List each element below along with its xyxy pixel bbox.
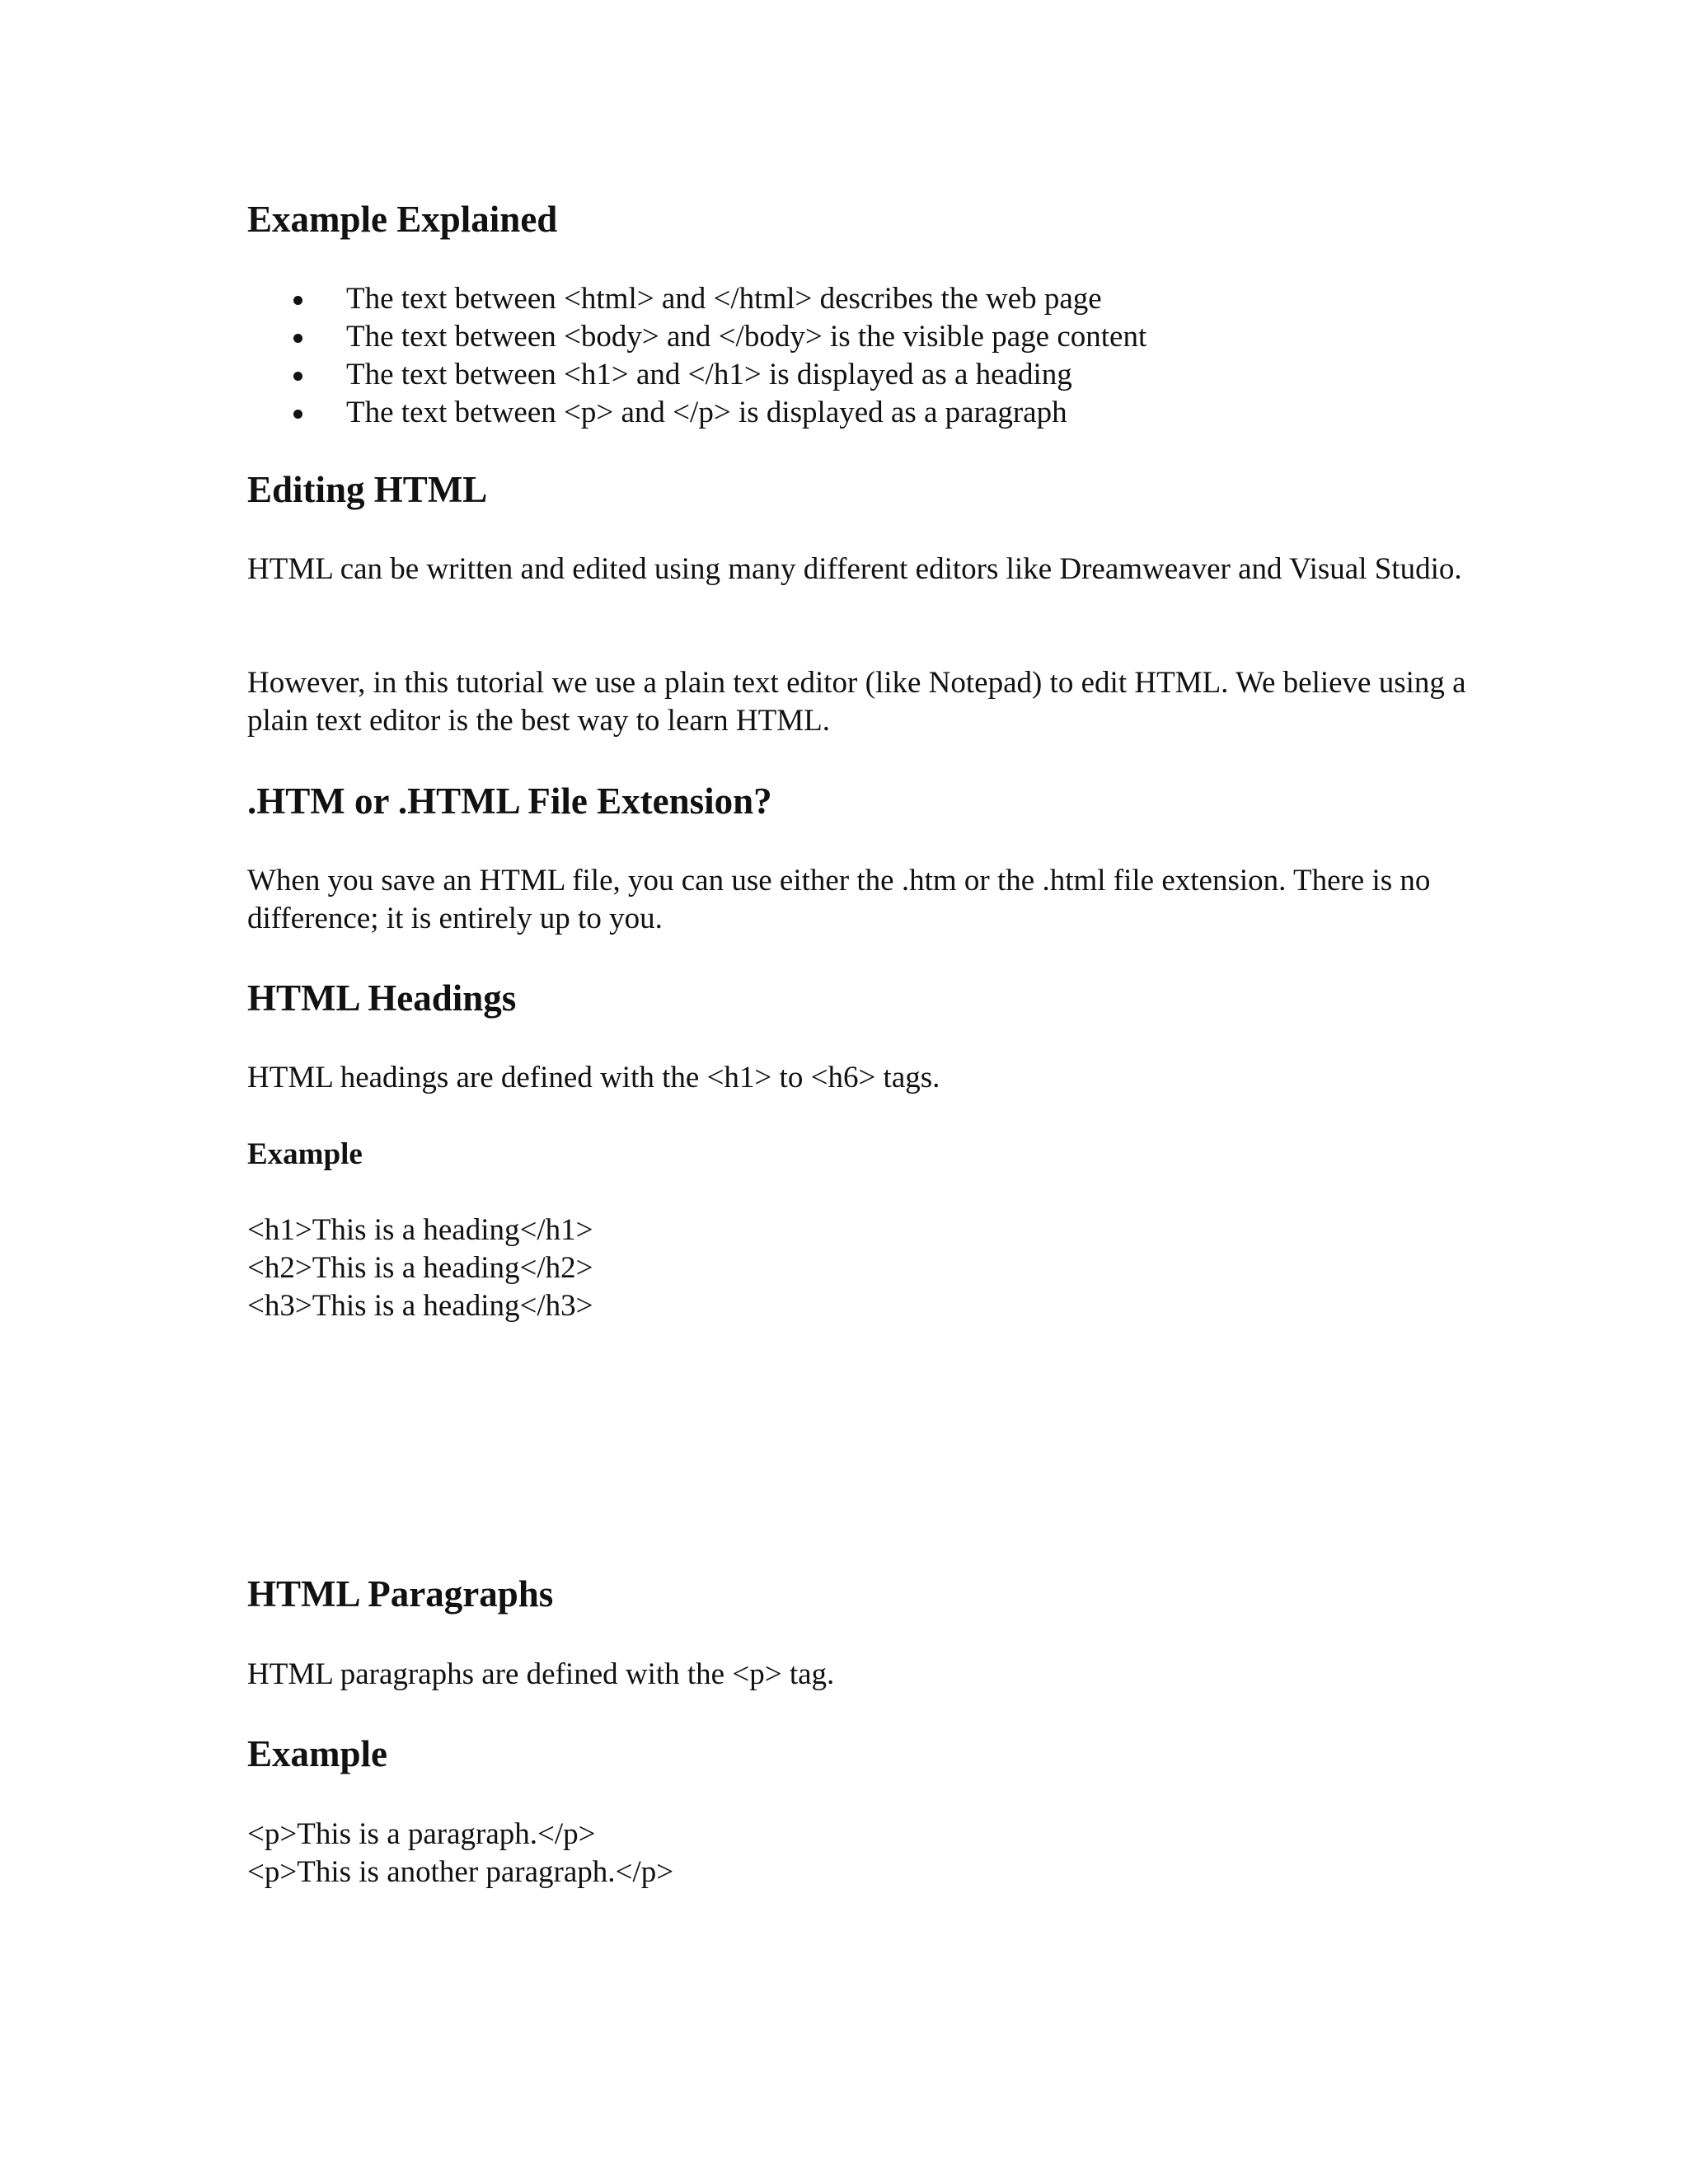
- bullet-icon: [293, 372, 302, 381]
- heading-html-headings: HTML Headings: [247, 977, 517, 1019]
- paragraphs-code-block: [247, 1816, 1467, 1891]
- bullet-icon: [293, 334, 302, 343]
- editing-paragraph-2: However, in this tutorial we use a plain text editor (like Notepad) to edit HTML. We believe using a plain text editor is the best way to learn HTML.: [247, 666, 1466, 738]
- bullet-text: The text between <html> and </html> describes the web page: [346, 282, 1102, 316]
- list-item: [247, 318, 1467, 356]
- bullet-text: The text between <h1> and </h1> is displayed as a heading: [346, 358, 1072, 391]
- headings-paragraph: HTML headings are defined with the <h1> to <h6> tags.: [247, 1061, 940, 1094]
- bullet-text: The text between <p> and </p> is displayed as a paragraph: [346, 396, 1067, 429]
- editing-paragraph-1: HTML can be written and edited using many different editors like Dreamweaver and Visual Studio.: [247, 552, 1462, 586]
- headings-example-label: Example: [247, 1137, 363, 1171]
- file-extension-paragraph-block: [247, 862, 1467, 938]
- list-item: [247, 280, 1467, 318]
- paragraphs-example-label: Example: [247, 1733, 388, 1774]
- editing-paragraph-1-block: [247, 551, 1467, 588]
- bullet-text: The text between <body> and </body> is the visible page content: [346, 320, 1147, 354]
- heading-editing-html: Editing HTML: [247, 469, 488, 510]
- section-html-headings: [247, 975, 1467, 1021]
- editing-paragraph-2-block: [247, 664, 1467, 740]
- list-item: [247, 356, 1467, 394]
- code-line: <h2>This is a heading</h2>: [247, 1251, 593, 1285]
- paragraphs-paragraph-block: [247, 1656, 1467, 1694]
- section-html-paragraphs: [247, 1571, 1467, 1617]
- section-example-explained: [247, 196, 1467, 242]
- paragraphs-paragraph: HTML paragraphs are defined with the <p> tag.: [247, 1657, 835, 1691]
- bullet-icon: [293, 296, 302, 305]
- heading-html-paragraphs: HTML Paragraphs: [247, 1573, 554, 1615]
- section-file-extension: [247, 778, 1467, 824]
- headings-example-label-block: [247, 1136, 1467, 1174]
- headings-code-block: [247, 1212, 1467, 1325]
- bullet-icon: [293, 410, 302, 419]
- code-line: <h1>This is a heading</h1>: [247, 1213, 593, 1247]
- code-line: <p>This is another paragraph.</p>: [247, 1855, 674, 1889]
- file-extension-paragraph: When you save an HTML file, you can use either the .htm or the .html file extension. There is no difference; it is entirely up to you.: [247, 864, 1431, 935]
- headings-paragraph-block: [247, 1059, 1467, 1097]
- paragraphs-example-label-block: [247, 1731, 1467, 1777]
- bullet-list: [247, 280, 1467, 432]
- heading-file-extension: .HTM or .HTML File Extension?: [247, 780, 772, 822]
- code-line: <h3>This is a heading</h3>: [247, 1289, 593, 1323]
- list-item: [247, 394, 1467, 432]
- section-editing-html: [247, 466, 1467, 513]
- code-line: <p>This is a paragraph.</p>: [247, 1817, 596, 1851]
- explained-bullets: [247, 280, 1467, 432]
- heading-example-explained: Example Explained: [247, 199, 558, 240]
